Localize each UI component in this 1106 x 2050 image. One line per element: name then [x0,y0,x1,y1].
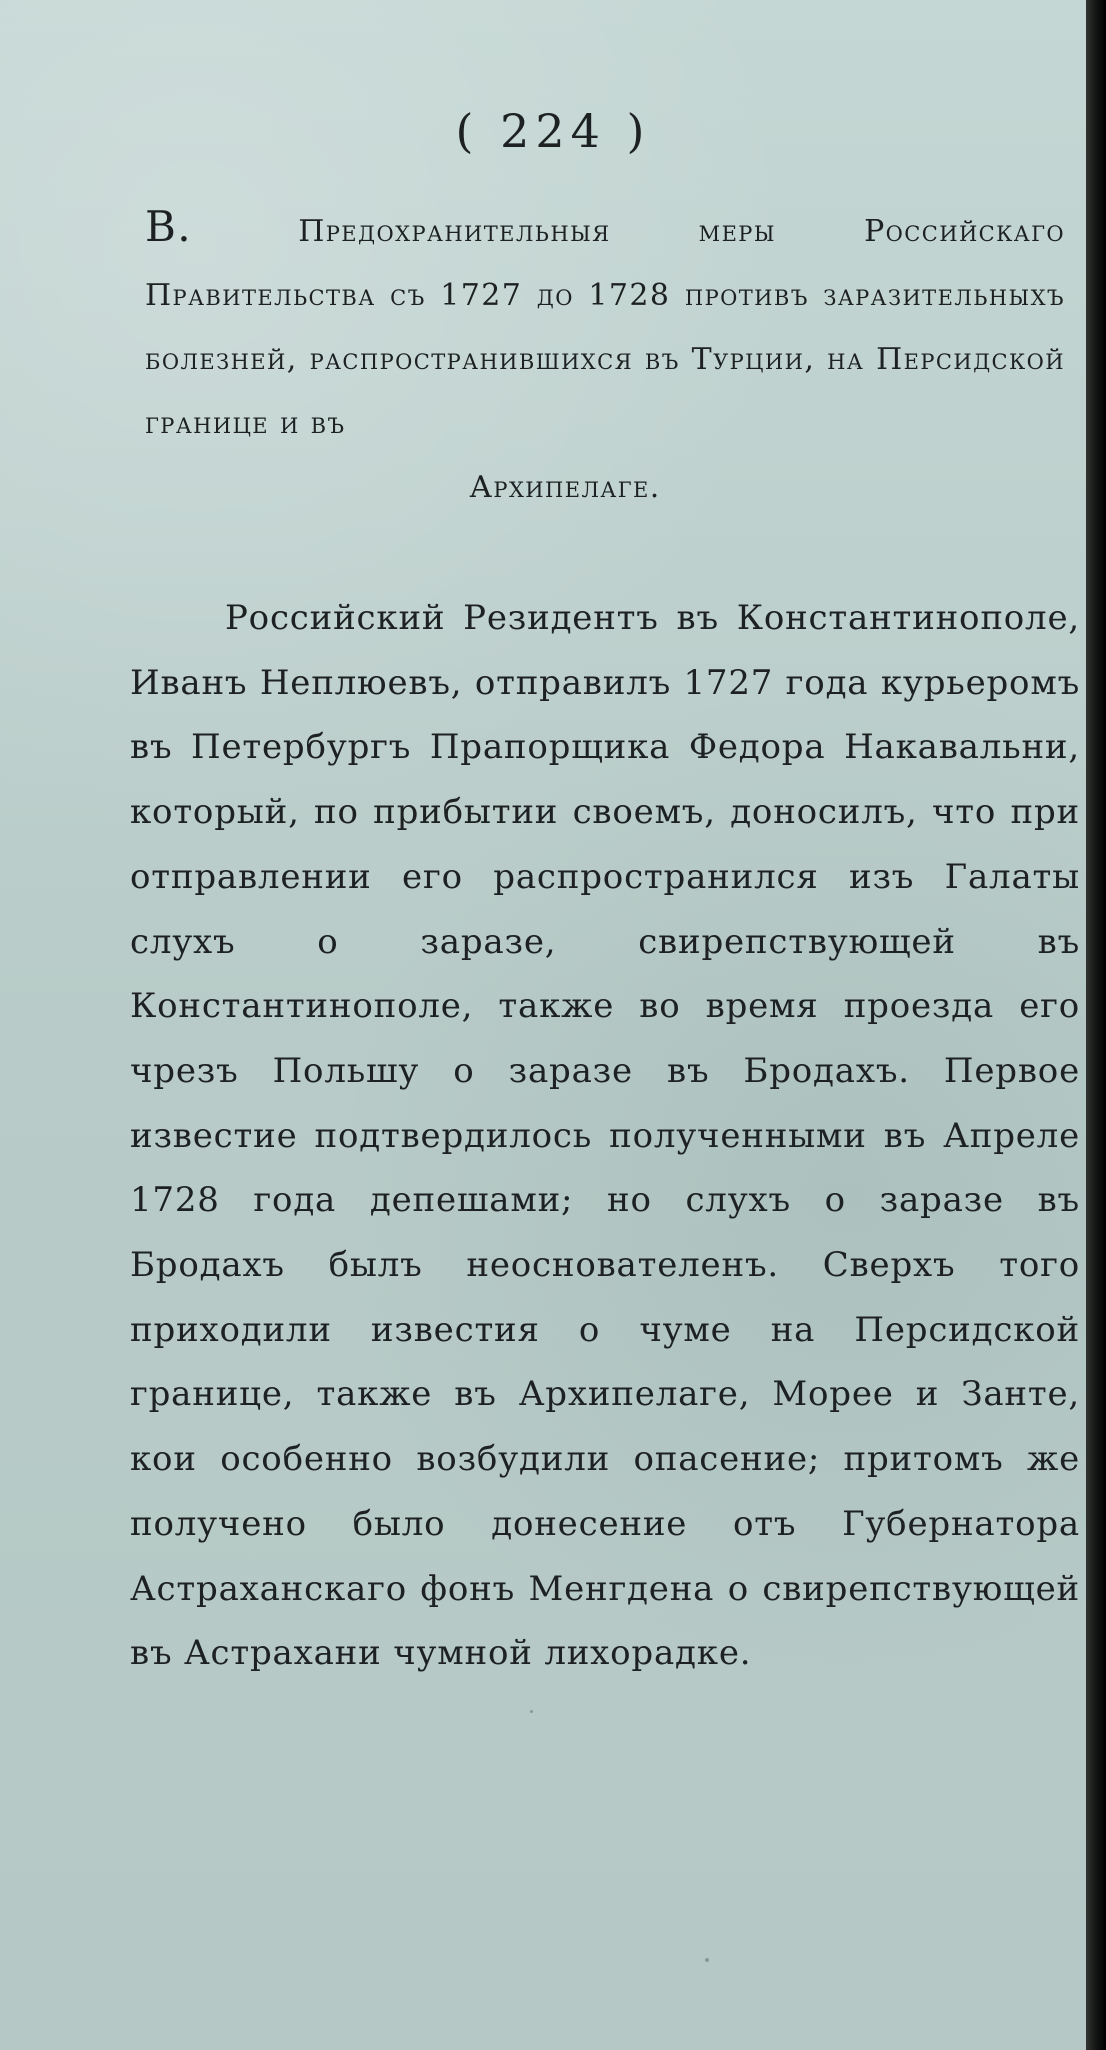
book-binding-edge [1086,0,1106,2050]
paper-speck [530,1710,533,1713]
section-heading [145,195,1065,520]
section-marker: В. [145,202,193,251]
body-paragraph: Российский Резидентъ въ Константинополе, Иванъ Неплюевъ, отправилъ 1727 года курьеромъ въ Петербургъ Прапорщика Федора Накавальни, который, по прибытии своемъ, доносилъ, что при отправлении его распространился изъ Галаты слухъ о заразе, свирепствующей въ Константинополе, также во время проезда его чрезъ Польшу о заразе въ Бродахъ. Первое известие подтвердилось полученными въ Апреле 1728 года депешами; но слухъ о заразе въ Бродахъ былъ неоснователенъ. Сверхъ того приходили известия о чуме на Персидской границе, также въ Архипелаге, Морее и Занте, кои особенно возбудили опасение; притомъ же получено было донесение отъ Губернатора Астраханскаго фонъ Менгдена о свирепствующей въ Астрахани чумной лихорадке. [130,598,1080,1674]
paper-speck [855,365,857,367]
heading-last-line: Архипелаге. [469,470,661,505]
heading-text: Предохранительныя меры Российскаго Правительства съ 1727 до 1728 противъ заразительныхъ болезней, распространившихся въ Турции, на Персидской границе и въ [145,214,1066,441]
body-text-block [130,586,1080,1686]
paper-speck [705,1958,709,1962]
page-number: ( 224 ) [455,104,651,158]
